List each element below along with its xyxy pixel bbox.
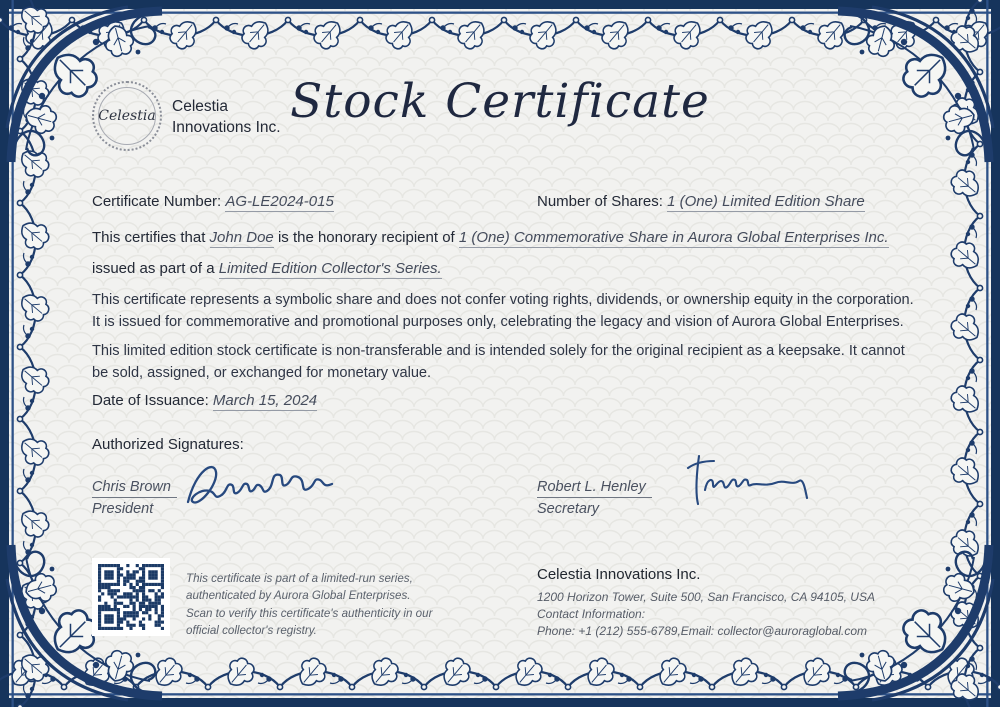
disclaimer-paragraph-1: This certificate represents a symbolic share and does not confer voting rights, dividends, or ownership equity in the corporation. It is issued for commemorative and promotional purposes only, celebrating the legacy and vision of Aurora Global Enterprises. bbox=[92, 292, 914, 330]
company-name-line1: Celestia bbox=[172, 98, 228, 115]
shares-value: 1 (One) Limited Edition Share bbox=[667, 193, 865, 210]
logo-badge-text: Celestia bbox=[98, 108, 156, 124]
signature-script-right-icon bbox=[665, 448, 815, 520]
signatures-heading: Authorized Signatures: bbox=[92, 436, 244, 453]
certifies-prefix: This certifies that bbox=[92, 229, 206, 246]
footer-right bbox=[537, 556, 914, 640]
signatures-row bbox=[92, 478, 914, 517]
company-name-line2: Innovations Inc. bbox=[172, 118, 281, 136]
footer-left bbox=[92, 556, 537, 640]
certifies-middle: is the honorary recipient of bbox=[277, 229, 455, 246]
footer-contact-line: Phone: +1 (212) 555-6789,Email: collector@auroraglobal.com bbox=[537, 624, 868, 639]
issued-prefix: issued as part of a bbox=[92, 260, 215, 277]
qr-note: This certificate is part of a limited-run series, authenticated by Aurora Global Enterprises. Scan to verify this certificate's authenticity in our official collector's registry. bbox=[186, 572, 433, 638]
signature-block-right bbox=[537, 478, 914, 517]
footer-address: 1200 Horizon Tower, Suite 500, San Francisco, CA 94105, USA bbox=[537, 590, 875, 604]
signer-title-right: Secretary bbox=[537, 501, 600, 517]
certificate-fields-row bbox=[92, 193, 914, 210]
footer-row bbox=[92, 556, 914, 640]
shares-label: Number of Shares: bbox=[537, 193, 663, 210]
date-value: March 15, 2024 bbox=[212, 392, 318, 409]
series-name: Limited Edition Collector's Series. bbox=[218, 260, 442, 277]
issued-line bbox=[92, 260, 928, 277]
share-description: 1 (One) Commemorative Share in Aurora Global Enterprises Inc. bbox=[458, 229, 889, 246]
signature-block-left bbox=[92, 478, 537, 517]
signer-name-right: Robert L. Henley bbox=[537, 479, 652, 498]
disclaimer-paragraph-2: This limited edition stock certificate is non-transferable and is intended solely for the original recipient as a keepsake. It cannot be sold, assigned, or exchanged for monetary value. bbox=[92, 343, 905, 381]
footer-contact-label: Contact Information: bbox=[537, 607, 646, 622]
signer-title-left: President bbox=[92, 501, 154, 517]
qr-code-icon bbox=[92, 558, 170, 636]
shares-field bbox=[537, 193, 914, 210]
date-label: Date of Issuance: bbox=[92, 392, 209, 409]
date-of-issuance-field bbox=[92, 392, 317, 409]
footer-company-name: Celestia Innovations Inc. bbox=[537, 566, 701, 583]
certificate-number-field bbox=[92, 193, 537, 210]
signer-name-left: Chris Brown bbox=[92, 479, 177, 498]
certificate-number-value: AG-LE2024-015 bbox=[225, 193, 334, 210]
certificate-title: Stock Certificate bbox=[290, 74, 710, 129]
certifies-line bbox=[92, 229, 928, 246]
signature-script-left-icon bbox=[180, 454, 340, 516]
recipient-name: John Doe bbox=[209, 229, 274, 246]
certificate-number-label: Certificate Number: bbox=[92, 193, 222, 210]
